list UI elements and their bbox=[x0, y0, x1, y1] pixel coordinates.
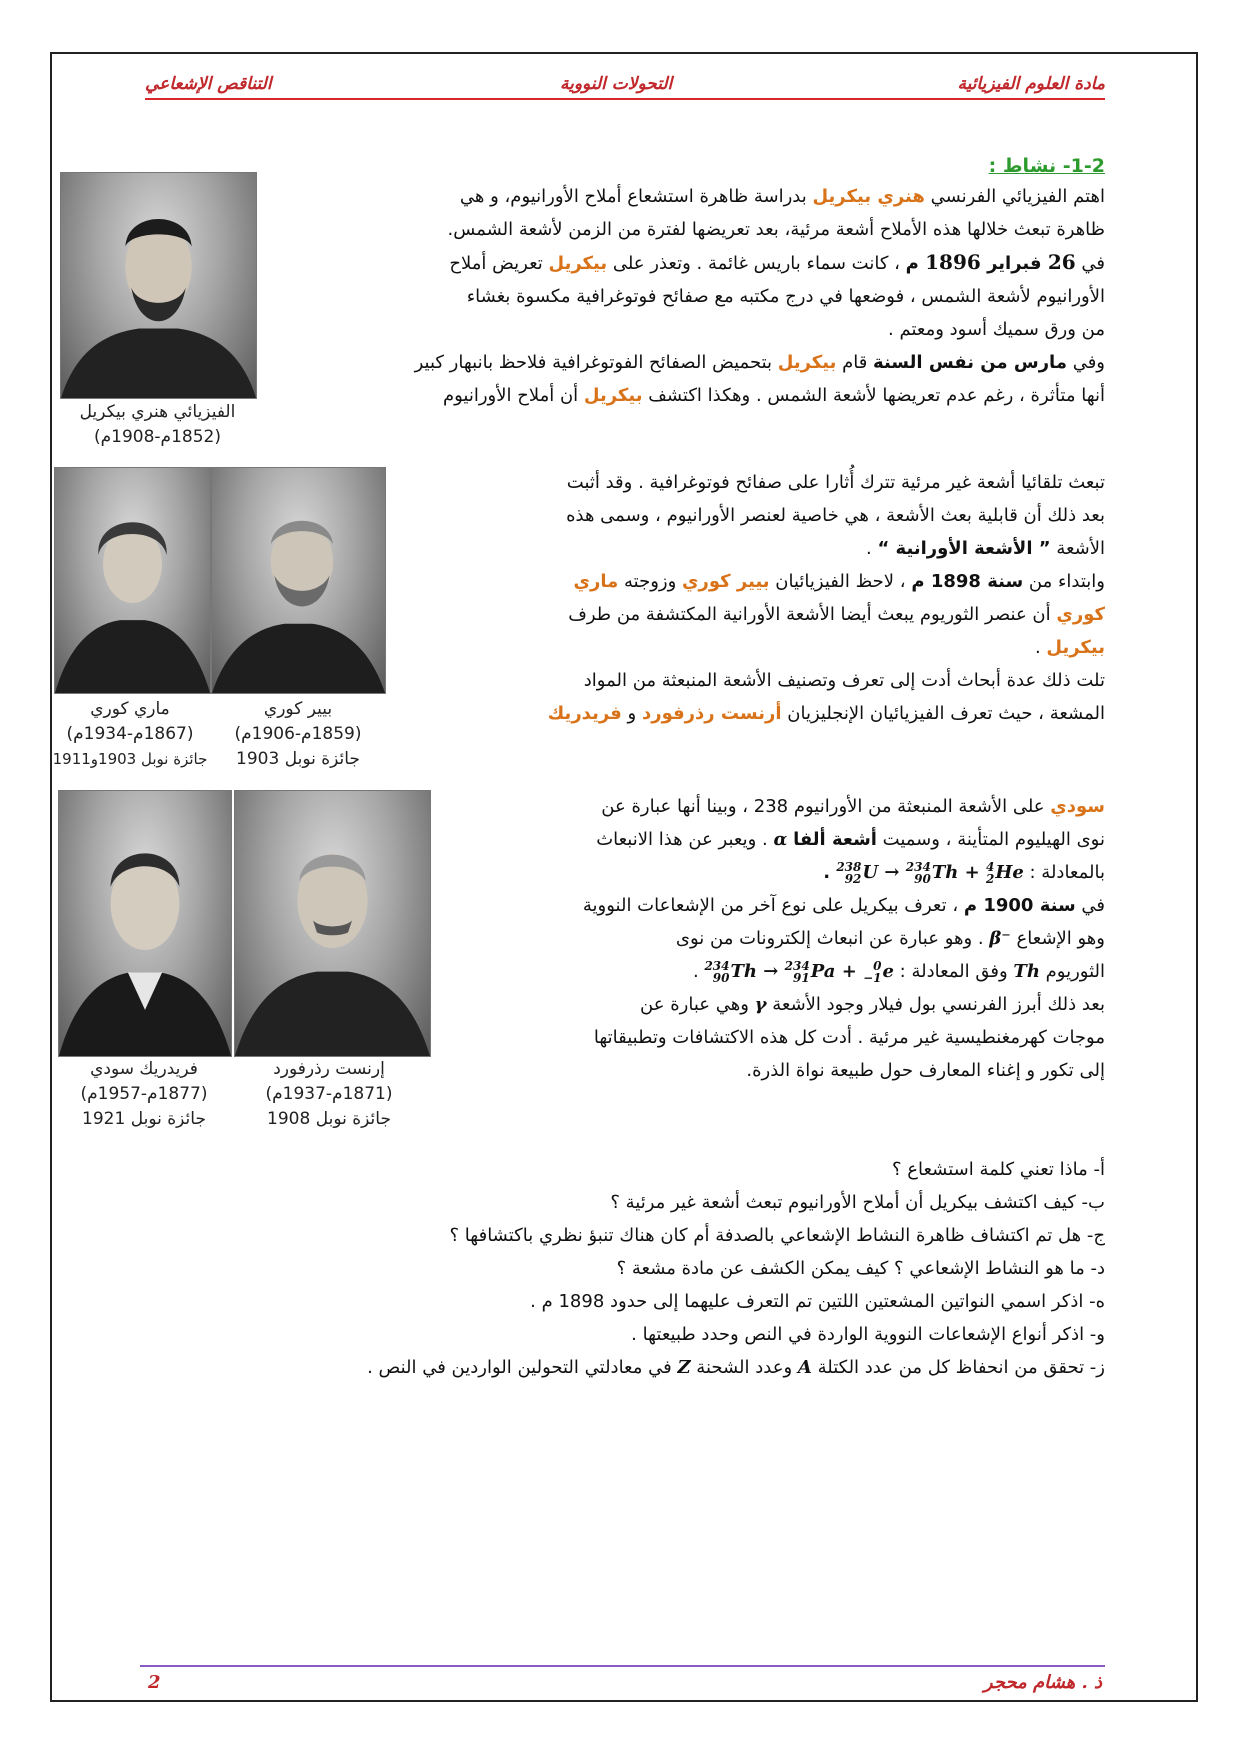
portrait-silhouette-icon bbox=[55, 468, 210, 693]
marie-curie-photo bbox=[54, 467, 211, 694]
p3-line-1: وفي مارس من نفس السنة قام بيكريل بتحميض الصفائح الفوتوغرافية فلاحظ بانبهار كبير bbox=[414, 352, 1105, 373]
text-block-2 bbox=[410, 466, 1105, 730]
p1-line-2: ظاهرة تبعث خلالها هذه الأملاح أشعة مرئية، بعد تعريضها لفترة من الزمن لأشعة الشمس. bbox=[447, 219, 1105, 240]
p2-line-2: الأورانيوم لأشعة الشمس ، فوضعها في درج مكتبه مع صفائح فوتوغرافية مكسوة بغشاء bbox=[466, 286, 1105, 307]
alpha-equation: 238 92 U → 234 90 Th + 4 2 He bbox=[836, 860, 1024, 886]
p5-line-3: سودي على الأشعة المنبعثة من الأورانيوم 238 ، وبينا أنها عبارة عن bbox=[601, 796, 1105, 817]
text-block-3 bbox=[465, 790, 1105, 1087]
portrait-silhouette-icon bbox=[235, 791, 430, 1056]
question-a: أ- ماذا تعني كلمة استشعاع ؟ bbox=[892, 1159, 1105, 1180]
beta-equation: 234 90 Th → 234 91 Pa + 0 −1 e bbox=[704, 959, 894, 985]
footer-author: ذ . هشام محجر bbox=[983, 1672, 1102, 1693]
p1-line-1: اهتم الفيزيائي الفرنسي هنري بيكريل بدراسة ظاهرة استشعاع أملاح الأورانيوم، و هي bbox=[459, 186, 1105, 207]
rutherford-photo bbox=[234, 790, 431, 1057]
p2-line-1: في 26 فبراير 1896 م ، كانت سماء باريس غائمة . وتعذر على بيكريل تعريض أملاح bbox=[449, 250, 1105, 274]
pierre-curie-photo bbox=[211, 467, 386, 694]
p6-line-2: وهو الإشعاع β⁻ . وهو عبارة عن انبعاث إلكترونات من نوى bbox=[675, 928, 1105, 949]
p4-line-1: وابتداء من سنة 1898 م ، لاحظ الفيزيائيان بيير كوري وزوجته ماري bbox=[573, 571, 1105, 592]
p3-line-2: أنها متأثرة ، رغم عدم تعريضها لأشعة الشمس . وهكذا اكتشف بيكريل أن أملاح الأورانيوم bbox=[442, 385, 1105, 406]
section-title-wrap bbox=[805, 150, 1105, 183]
p3-line-5: الأشعة ” الأشعة الأورانية “ . bbox=[866, 538, 1105, 559]
p5-line-1: تلت ذلك عدة أبحاث أدت إلى تعرف وتصنيف الأشعة المنبعثة من المواد bbox=[583, 670, 1105, 691]
question-f: و- اذكر أنواع الإشعاعات النووية الواردة في النص وحدد طبيعتها . bbox=[631, 1324, 1105, 1345]
portrait-silhouette-icon bbox=[59, 791, 231, 1056]
p2-line-3: من ورق سميك أسود ومعتم . bbox=[888, 319, 1105, 340]
question-e: ه- اذكر اسمي النواتين المشعتين اللتين تم التعرف عليهما إلى حدود 1898 م . bbox=[530, 1291, 1105, 1312]
caption-rutherford: إرنست رذرفورد (1871م-1937م) جائزة نوبل 1908 bbox=[265, 1059, 393, 1129]
caption-becquerel: الفيزيائي هنري بيكريل (1852م-1908م) bbox=[79, 402, 236, 447]
soddy-photo bbox=[58, 790, 232, 1057]
section-title: 1-2- نشاط : bbox=[988, 155, 1105, 177]
p5-line-2: المشعة ، حيث تعرف الفيزيائيان الإنجليزيان أرنست رذرفورد و فريدريك bbox=[547, 703, 1105, 724]
question-b: ب- كيف اكتشف بيكريل أن أملاح الأورانيوم تبعث أشعة غير مرئية ؟ bbox=[610, 1192, 1105, 1213]
p7-line-2: موجات كهرمغنطيسية غير مرئية . أدت كل هذه الاكتشافات وتطبيقاتها bbox=[593, 1027, 1105, 1048]
p7-line-1: بعد ذلك أبرز الفرنسي بول فيلار وجود الأشعة γ وهي عبارة عن bbox=[640, 994, 1105, 1015]
caption-pierre-curie: بيير كوري (1859م-1906م) جائزة نوبل 1903 bbox=[234, 699, 362, 769]
p5-line-5: بالمعادلة : 238 92 U → 234 90 Th + 4 2 He . bbox=[465, 856, 1105, 889]
p6-line-3: الثوريوم Th وفق المعادلة : 234 90 Th → 234 91 Pa + 0 −1 e . bbox=[465, 955, 1105, 988]
p3-line-4: بعد ذلك أن قابلية بعث الأشعة ، هي خاصية لعنصر الأورانيوم ، وسمى هذه bbox=[566, 505, 1105, 526]
caption-marie-curie: ماري كوري (1867م-1934م) جائزة نوبل 1903و1911 bbox=[52, 699, 208, 768]
question-g: ز- تحقق من انحفاظ كل من عدد الكتلة A وعدد الشحنة Z في معادلتي التحولين الواردين في النص . bbox=[367, 1357, 1105, 1378]
p3-line-3: تبعث تلقائيا أشعة غير مرئية تترك أُثارا على صفائح فوتوغرافية . وقد أثبت bbox=[566, 472, 1105, 493]
header-rule bbox=[145, 98, 1105, 100]
question-c: ج- هل تم اكتشاف ظاهرة النشاط الإشعاعي بالصدفة أم كان هناك تنبؤ نظري باكتشافها ؟ bbox=[449, 1225, 1105, 1246]
question-d: د- ما هو النشاط الإشعاعي ؟ كيف يمكن الكشف عن مادة مشعة ؟ bbox=[616, 1258, 1105, 1279]
p7-line-3: إلى تكور و إغناء المعارف حول طبيعة نواة الذرة. bbox=[746, 1060, 1105, 1081]
page-number: 2 bbox=[148, 1672, 161, 1693]
portrait-silhouette-icon bbox=[212, 468, 385, 693]
questions-block bbox=[145, 1153, 1105, 1384]
text-block-1 bbox=[280, 180, 1105, 412]
becquerel-photo bbox=[60, 172, 257, 399]
header-unit: التحولات النووية bbox=[560, 74, 673, 94]
header-subject: مادة العلوم الفيزيائية bbox=[957, 74, 1105, 94]
p4-line-3: بيكريل . bbox=[1034, 637, 1105, 658]
header-lesson: التناقص الإشعاعي bbox=[145, 74, 272, 94]
caption-soddy: فريدريك سودي (1877م-1957م) جائزة نوبل 1921 bbox=[80, 1059, 208, 1129]
p5-line-4: نوى الهيليوم المتأينة ، وسميت أشعة ألفا α . ويعبر عن هذا الانبعاث bbox=[596, 829, 1105, 850]
footer-rule bbox=[140, 1665, 1105, 1667]
p4-line-2: كوري أن عنصر الثوريوم يبعث أيضا الأشعة الأورانية المكتشفة من طرف bbox=[568, 604, 1105, 625]
p6-line-1: في سنة 1900 م ، تعرف بيكريل على نوع آخر من الإشعاعات النووية bbox=[582, 895, 1105, 916]
portrait-silhouette-icon bbox=[61, 173, 256, 398]
